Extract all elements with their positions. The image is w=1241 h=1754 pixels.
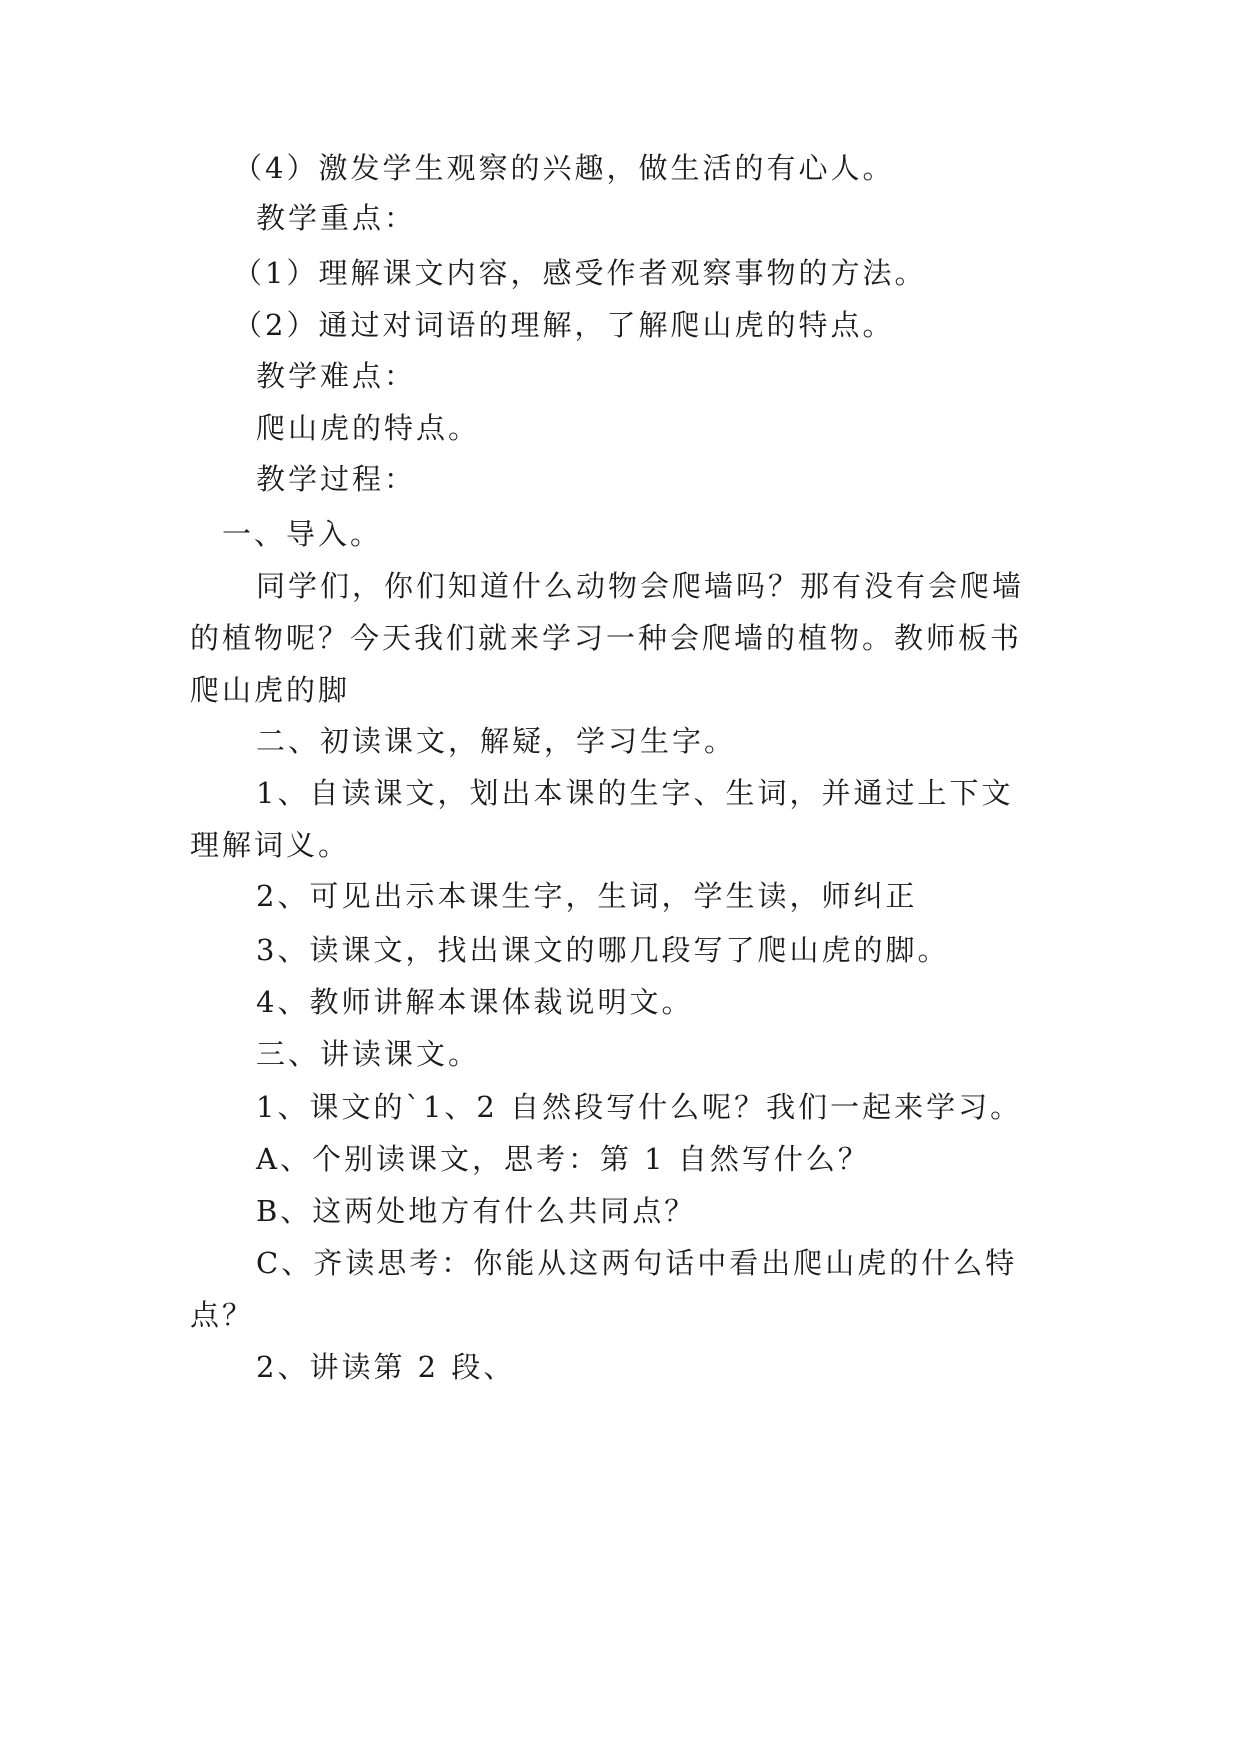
text-line: 2、讲读第 2 段、 — [256, 1350, 516, 1384]
text-line: 教学过程： — [256, 462, 417, 496]
text-line: A、个别读课文，思考：第 1 自然写什么？ — [256, 1142, 870, 1176]
text-line: 4、教师讲解本课体裁说明文。 — [256, 985, 694, 1019]
text-line: 1、课文的`1、2 自然段写什么呢？我们一起来学习。 — [256, 1090, 1023, 1124]
text-line: （2）通过对词语的理解，了解爬山虎的特点。 — [233, 308, 895, 342]
text-line: 3、读课文，找出课文的哪几段写了爬山虎的脚。 — [256, 933, 950, 967]
text-line: （1）理解课文内容，感受作者观察事物的方法。 — [233, 256, 927, 290]
text-line: 爬山虎的特点。 — [256, 411, 481, 445]
text-line: 的植物呢？今天我们就来学习一种会爬墙的植物。教师板书 — [190, 621, 1023, 655]
text-line: 教学重点： — [256, 201, 417, 235]
text-line: 三、讲读课文。 — [256, 1037, 481, 1071]
text-line: 2、可见出示本课生字，生词，学生读，师纠正 — [256, 879, 918, 913]
text-line: 二、初读课文，解疑，学习生字。 — [256, 724, 737, 758]
text-line: 点？ — [190, 1298, 255, 1332]
text-line: 爬山虎的脚 — [190, 673, 351, 707]
text-line: 同学们，你们知道什么动物会爬墙吗？那有没有会爬墙 — [256, 569, 1025, 603]
text-line: 1、自读课文，划出本课的生字、生词，并通过上下文 — [256, 776, 1014, 810]
text-line: C、齐读思考：你能从这两句话中看出爬山虎的什么特 — [256, 1246, 1018, 1280]
text-line: （4）激发学生观察的兴趣，做生活的有心人。 — [233, 151, 895, 185]
text-line: 理解词义。 — [190, 828, 351, 862]
text-line: 一、导入。 — [222, 517, 383, 551]
text-line: 教学难点： — [256, 359, 417, 393]
text-line: B、这两处地方有什么共同点？ — [256, 1194, 697, 1228]
